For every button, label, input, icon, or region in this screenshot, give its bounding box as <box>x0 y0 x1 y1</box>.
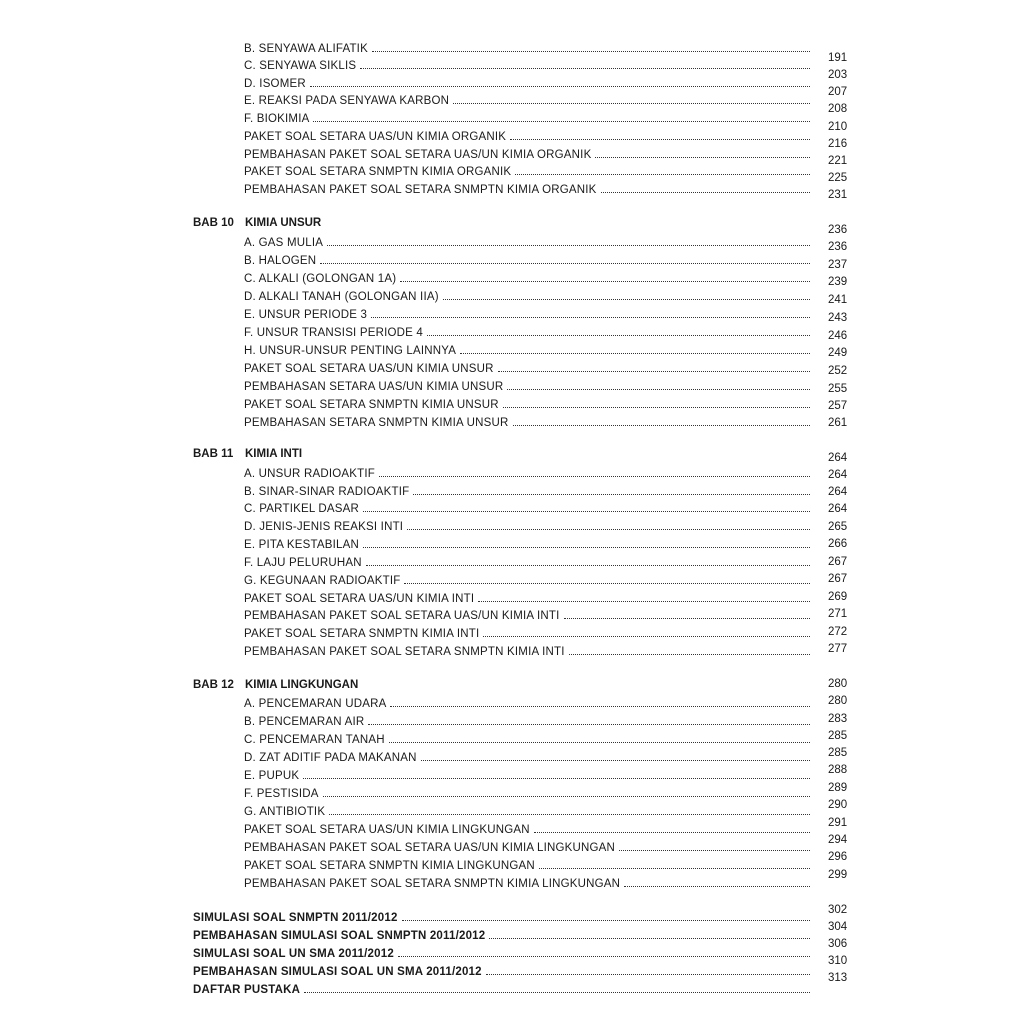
toc-entry <box>244 838 814 854</box>
leader-dots <box>320 262 810 264</box>
leader-dots <box>595 156 810 158</box>
toc-entry-page: 225 <box>828 172 848 184</box>
toc-entry <box>244 606 814 622</box>
leader-dots <box>569 653 810 655</box>
leader-dots <box>534 831 810 833</box>
toc-entry-label: PEMBAHASAN SIMULASI SOAL UN SMA 2011/2012 <box>193 966 482 978</box>
leader-dots <box>379 475 810 477</box>
toc-entry <box>244 395 814 411</box>
toc-entry <box>193 944 814 960</box>
toc-entry-label: SIMULASI SOAL SNMPTN 2011/2012 <box>193 912 398 924</box>
leader-dots <box>601 191 810 193</box>
toc-entry-label: G. ANTIBIOTIK <box>244 806 326 818</box>
toc-entry-label: F. UNSUR TRANSISI PERIODE 4 <box>244 327 424 339</box>
chapter-heading <box>193 448 302 460</box>
toc-entry <box>244 39 814 55</box>
toc-entry-page: 257 <box>828 400 848 412</box>
toc-entry-page: 210 <box>828 121 848 133</box>
toc-entry <box>244 874 814 890</box>
leader-dots <box>390 705 810 707</box>
toc-entry-page: 283 <box>828 713 848 725</box>
toc-entry <box>244 287 814 303</box>
toc-entry-page: 191 <box>828 52 848 64</box>
toc-entry <box>244 359 814 375</box>
toc-entry-label: H. UNSUR-UNSUR PENTING LAINNYA <box>244 345 457 357</box>
toc-entry <box>244 624 814 640</box>
leader-dots <box>303 777 810 779</box>
toc-entry-page: 266 <box>828 538 848 550</box>
chapter-title: KIMIA LINGKUNGAN <box>245 679 359 691</box>
toc-entry-page: 291 <box>828 817 848 829</box>
toc-entry-label: DAFTAR PUSTAKA <box>193 984 301 996</box>
chapter-page: 280 <box>828 678 848 690</box>
toc-entry <box>244 802 814 818</box>
toc-entry-label: B. SINAR-SINAR RADIOAKTIF <box>244 486 410 498</box>
toc-entry-label: E. UNSUR PERIODE 3 <box>244 309 368 321</box>
toc-entry <box>244 91 814 107</box>
toc-entry-label: PAKET SOAL SETARA SNMPTN KIMIA ORGANIK <box>244 166 512 178</box>
toc-entry-label: SIMULASI SOAL UN SMA 2011/2012 <box>193 948 394 960</box>
chapter-number: BAB 12 <box>193 679 234 691</box>
toc-entry-label: A. PENCEMARAN UDARA <box>244 698 387 710</box>
toc-entry-label: PAKET SOAL SETARA UAS/UN KIMIA LINGKUNGAN <box>244 824 530 836</box>
leader-dots <box>366 564 810 566</box>
leader-dots <box>402 919 810 921</box>
leader-dots <box>310 85 810 87</box>
toc-entry <box>244 251 814 267</box>
toc-entry-label: C. PARTIKEL DASAR <box>244 503 360 515</box>
toc-entry <box>244 820 814 836</box>
leader-dots <box>413 493 810 495</box>
toc-entry-label: C. SENYAWA SIKLIS <box>244 60 357 72</box>
leader-dots <box>368 723 810 725</box>
toc-entry-label: PAKET SOAL SETARA SNMPTN KIMIA UNSUR <box>244 399 499 411</box>
leader-dots <box>421 759 810 761</box>
toc-entry-page: 252 <box>828 365 848 377</box>
toc-entry-page: 237 <box>828 259 848 271</box>
toc-entry-page: 243 <box>828 312 848 324</box>
toc-entry <box>244 377 814 393</box>
leader-dots <box>624 885 810 887</box>
toc-entry-label: PAKET SOAL SETARA SNMPTN KIMIA INTI <box>244 628 480 640</box>
toc-entry-page: 246 <box>828 330 848 342</box>
leader-dots <box>483 635 810 637</box>
leader-dots <box>323 795 810 797</box>
toc-entry <box>244 784 814 800</box>
toc-entry-page: 280 <box>828 695 848 707</box>
leader-dots <box>619 849 810 851</box>
toc-entry-label: PAKET SOAL SETARA UAS/UN KIMIA ORGANIK <box>244 131 507 143</box>
leader-dots <box>515 173 810 175</box>
leader-dots <box>404 582 810 584</box>
leader-dots <box>371 316 810 318</box>
toc-entry-label: D. ZAT ADITIF PADA MAKANAN <box>244 752 417 764</box>
toc-entry-page: 277 <box>828 643 848 655</box>
chapter-page: 236 <box>828 224 848 236</box>
toc-entry <box>244 730 814 746</box>
chapter-heading <box>193 217 321 229</box>
toc-entry-label: PEMBAHASAN SETARA SNMPTN KIMIA UNSUR <box>244 417 509 429</box>
toc-entry <box>244 694 814 710</box>
toc-entry-page: 216 <box>828 138 848 150</box>
toc-entry-label: PEMBAHASAN PAKET SOAL SETARA SNMPTN KIMIA INTI <box>244 646 565 658</box>
leader-dots <box>513 424 810 426</box>
toc-entry-label: B. SENYAWA ALIFATIK <box>244 43 368 55</box>
toc-entry-label: D. JENIS-JENIS REAKSI INTI <box>244 521 404 533</box>
chapter-number: BAB 11 <box>193 448 234 460</box>
toc-entry-page: 255 <box>828 383 848 395</box>
toc-entry-label: E. PITA KESTABILAN <box>244 539 360 551</box>
toc-entry-page: 285 <box>828 730 848 742</box>
leader-dots <box>363 546 810 548</box>
toc-entry <box>244 323 814 339</box>
leader-dots <box>539 867 810 869</box>
toc-entry <box>244 589 814 605</box>
toc-entry <box>244 517 814 533</box>
toc-entry <box>244 341 814 357</box>
toc-entry-label: F. BIOKIMIA <box>244 113 310 125</box>
toc-entry <box>244 712 814 728</box>
toc-entry-page: 269 <box>828 591 848 603</box>
leader-dots <box>427 334 810 336</box>
toc-entry <box>244 56 814 72</box>
toc-entry-label: PEMBAHASAN PAKET SOAL SETARA SNMPTN KIMIA ORGANIK <box>244 184 597 196</box>
toc-entry-page: 267 <box>828 556 848 568</box>
toc-entry-label: PEMBAHASAN SIMULASI SOAL SNMPTN 2011/2012 <box>193 930 486 942</box>
toc-entry <box>244 571 814 587</box>
toc-entry-label: PAKET SOAL SETARA SNMPTN KIMIA LINGKUNGAN <box>244 860 535 872</box>
toc-entry-label: PAKET SOAL SETARA UAS/UN KIMIA UNSUR <box>244 363 494 375</box>
leader-dots <box>503 406 810 408</box>
toc-entry <box>244 413 814 429</box>
toc-entry <box>244 269 814 285</box>
toc-entry-label: D. ISOMER <box>244 78 306 90</box>
toc-entry-page: 272 <box>828 626 848 638</box>
leader-dots <box>363 510 810 512</box>
toc-entry <box>244 109 814 125</box>
chapter-title: KIMIA INTI <box>245 448 303 460</box>
toc-entry-page: 313 <box>828 972 848 984</box>
leader-dots <box>329 813 810 815</box>
toc-entry-page: 306 <box>828 938 848 950</box>
toc-entry <box>193 962 814 978</box>
toc-entry-page: 265 <box>828 521 848 533</box>
toc-entry-page: 294 <box>828 834 848 846</box>
leader-dots <box>304 991 810 993</box>
toc-entry <box>244 145 814 161</box>
toc-entry-page: 249 <box>828 347 848 359</box>
toc-entry-label: B. PENCEMARAN AIR <box>244 716 365 728</box>
toc-entry-page: 288 <box>828 764 848 776</box>
chapter-title: KIMIA UNSUR <box>245 217 322 229</box>
leader-dots <box>407 528 810 530</box>
leader-dots <box>498 370 810 372</box>
toc-entry-label: A. GAS MULIA <box>244 237 324 249</box>
leader-dots <box>327 244 810 246</box>
toc-entry <box>244 482 814 498</box>
toc-entry <box>244 856 814 872</box>
toc-entry <box>244 127 814 143</box>
leader-dots <box>372 50 810 52</box>
toc-entry-page: 264 <box>828 469 848 481</box>
toc-entry <box>244 642 814 658</box>
toc-entry-page: 271 <box>828 608 848 620</box>
toc-entry-label: A. UNSUR RADIOAKTIF <box>244 468 375 480</box>
toc-entry-label: PEMBAHASAN PAKET SOAL SETARA SNMPTN KIMIA LINGKUNGAN <box>244 878 621 890</box>
toc-entry-label: PEMBAHASAN PAKET SOAL SETARA UAS/UN KIMIA ORGANIK <box>244 149 592 161</box>
toc-entry-page: 289 <box>828 782 848 794</box>
leader-dots <box>453 102 810 104</box>
chapter-heading <box>193 679 358 691</box>
toc-entry <box>244 180 814 196</box>
toc-entry-page: 208 <box>828 103 848 115</box>
chapter-number: BAB 10 <box>193 217 234 229</box>
toc-entry <box>244 535 814 551</box>
toc-entry-label: PAKET SOAL SETARA UAS/UN KIMIA INTI <box>244 593 475 605</box>
toc-entry <box>244 499 814 515</box>
toc-entry-page: 264 <box>828 503 848 515</box>
toc-entry-page: 296 <box>828 851 848 863</box>
leader-dots <box>507 388 810 390</box>
toc-entry <box>193 926 814 942</box>
toc-entry-label: F. PESTISIDA <box>244 788 319 800</box>
leader-dots <box>398 955 810 957</box>
toc-entry <box>244 305 814 321</box>
leader-dots <box>460 352 810 354</box>
toc-entry-label: C. PENCEMARAN TANAH <box>244 734 385 746</box>
toc-entry-page: 241 <box>828 294 848 306</box>
toc-entry-page: 290 <box>828 799 848 811</box>
toc-entry-label: D. ALKALI TANAH (GOLONGAN IIA) <box>244 291 439 303</box>
toc-entry-page: 236 <box>828 241 848 253</box>
leader-dots <box>564 617 810 619</box>
toc-entry-page: 267 <box>828 573 848 585</box>
toc-entry-page: 285 <box>828 747 848 759</box>
toc-entry-label: E. PUPUK <box>244 770 300 782</box>
toc-entry <box>193 980 814 996</box>
toc-entry <box>244 464 814 480</box>
toc-entry <box>244 553 814 569</box>
toc-entry <box>244 233 814 249</box>
leader-dots <box>489 937 810 939</box>
toc-entry-page: 261 <box>828 417 848 429</box>
toc-entry <box>193 908 814 924</box>
leader-dots <box>313 120 810 122</box>
toc-entry-page: 304 <box>828 921 848 933</box>
toc-entry-page: 207 <box>828 86 848 98</box>
leader-dots <box>510 138 810 140</box>
leader-dots <box>478 600 810 602</box>
toc-entry <box>244 766 814 782</box>
toc-entry-page: 203 <box>828 69 848 81</box>
toc-entry-label: PEMBAHASAN SETARA UAS/UN KIMIA UNSUR <box>244 381 504 393</box>
toc-entry-label: PEMBAHASAN PAKET SOAL SETARA UAS/UN KIMIA INTI <box>244 610 560 622</box>
leader-dots <box>400 280 810 282</box>
toc-entry-page: 302 <box>828 904 848 916</box>
toc-entry-label: B. HALOGEN <box>244 255 317 267</box>
leader-dots <box>389 741 810 743</box>
toc-entry-label: C. ALKALI (GOLONGAN 1A) <box>244 273 397 285</box>
chapter-page: 264 <box>828 452 848 464</box>
toc-entry-label: E. REAKSI PADA SENYAWA KARBON <box>244 95 450 107</box>
toc-entry <box>244 74 814 90</box>
toc-entry-label: PEMBAHASAN PAKET SOAL SETARA UAS/UN KIMIA LINGKUNGAN <box>244 842 616 854</box>
toc-entry-label: F. LAJU PELURUHAN <box>244 557 362 569</box>
toc-entry-page: 231 <box>828 189 848 201</box>
leader-dots <box>360 67 810 69</box>
toc-entry-page: 299 <box>828 869 848 881</box>
toc-entry <box>244 748 814 764</box>
leader-dots <box>486 973 810 975</box>
leader-dots <box>443 298 810 300</box>
toc-entry-page: 221 <box>828 155 848 167</box>
toc-entry-label: G. KEGUNAAN RADIOAKTIF <box>244 575 401 587</box>
toc-entry-page: 239 <box>828 276 848 288</box>
toc-entry-page: 310 <box>828 955 848 967</box>
toc-entry <box>244 162 814 178</box>
toc-entry-page: 264 <box>828 486 848 498</box>
